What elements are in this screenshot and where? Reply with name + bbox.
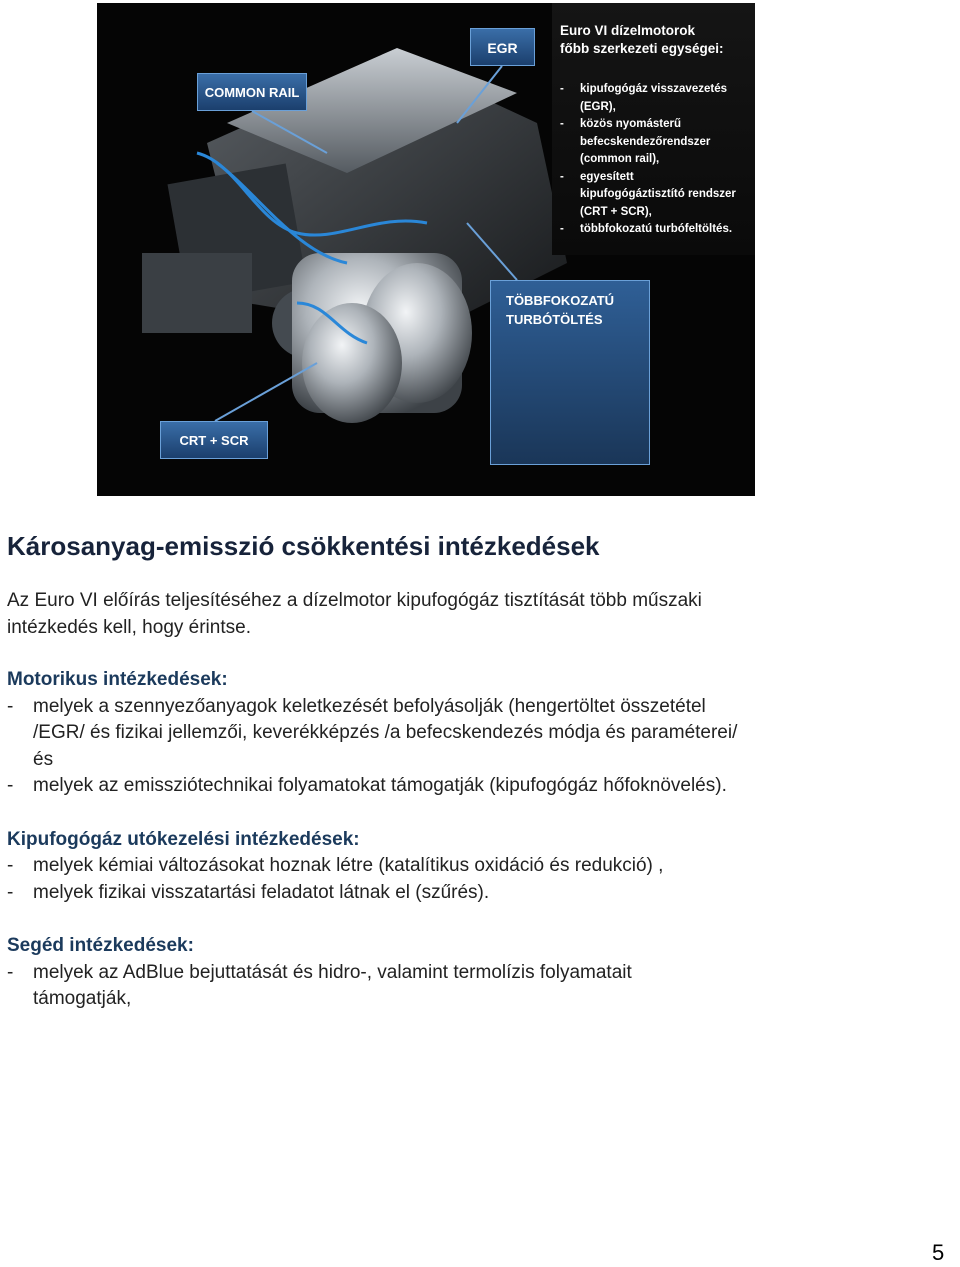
list-item	[7, 853, 947, 880]
list-item	[7, 880, 947, 907]
item-line: melyek fizikai visszatartási feladatot látnak el (szűrés).	[33, 881, 490, 903]
item-line: melyek a szennyezőanyagok keletkezését befolyásolják (hengertöltet összetétel	[33, 695, 706, 717]
intro-paragraph	[7, 588, 947, 641]
callout-turbo-label	[506, 291, 614, 329]
info-title	[560, 22, 724, 58]
item-line: melyek az emissziótechnikai folyamatokat támogatják (kipufogógáz hőfoknövelés).	[33, 775, 727, 796]
dash: -	[7, 855, 14, 876]
dash: -	[560, 83, 564, 95]
info-item	[560, 81, 736, 116]
intro-line: intézkedés kell, hogy érintse.	[7, 616, 251, 638]
list-item	[7, 960, 947, 1013]
dash: -	[7, 775, 14, 796]
info-item-line: közös nyomásterű	[580, 118, 681, 130]
item-line: /EGR/ és fizikai jellemzői, keverékképzés /a befecskendezés módja és paraméterei/	[33, 722, 738, 743]
info-panel	[552, 3, 755, 255]
list-item	[7, 694, 947, 774]
list-item	[7, 773, 947, 800]
dash: -	[7, 961, 14, 983]
info-title-line: Euro VI dízelmotorok	[560, 23, 696, 38]
info-item-line: egyesített	[580, 170, 634, 183]
callout-turbo	[490, 280, 650, 465]
item-line: melyek kémiai változásokat hoznak létre (katalítikus oxidáció és redukció) ,	[33, 855, 664, 876]
section-motorikus	[7, 667, 947, 800]
document-body	[7, 528, 947, 1040]
callout-turbo-line: TÖBBFOKOZATÚ	[506, 293, 615, 308]
dash: -	[7, 881, 14, 903]
section-title: Segéd intézkedések:	[7, 935, 194, 956]
info-item	[560, 116, 736, 169]
page-title: Károsanyag-emisszió csökkentési intézkedések	[7, 531, 600, 561]
section-utokezelesi	[7, 827, 947, 907]
intro-line: Az Euro VI előírás teljesítéséhez a dízelmotor kipufogógáz tisztítását több műszaki	[7, 590, 702, 611]
dash: -	[560, 170, 564, 183]
section-title: Motorikus intézkedések:	[7, 669, 228, 690]
info-item-line: kipufogógáz visszavezetés	[580, 83, 727, 95]
info-item-line: (common rail),	[580, 153, 660, 165]
dash: -	[7, 695, 14, 717]
callout-egr: EGR	[470, 28, 535, 66]
callout-crt-scr: CRT + SCR	[160, 421, 268, 459]
callout-common-rail: COMMON RAIL	[197, 73, 307, 111]
info-item-line: (EGR),	[580, 100, 616, 113]
info-item-line: kipufogógáztisztító rendszer	[580, 188, 736, 200]
section-seged	[7, 933, 947, 1013]
info-item-line: befecskendezőrendszer	[580, 135, 711, 148]
info-item-line: többfokozatú turbófeltöltés.	[580, 223, 733, 235]
info-title-line: főbb szerkezeti egységei:	[560, 41, 724, 56]
info-item-line: (CRT + SCR),	[580, 205, 652, 218]
item-line: és	[33, 748, 54, 770]
item-line: melyek az AdBlue bejuttatását és hidro-, valamint termolízis folyamatait	[33, 961, 632, 983]
section-title: Kipufogógáz utókezelési intézkedések:	[7, 828, 360, 850]
callout-turbo-line: TURBÓTÖLTÉS	[506, 312, 603, 327]
info-item	[560, 169, 736, 222]
page-number: 5	[932, 1240, 945, 1265]
engine-figure	[97, 3, 755, 496]
info-item	[560, 221, 736, 239]
info-list	[560, 81, 736, 239]
item-line: támogatják,	[33, 988, 132, 1009]
dash: -	[560, 223, 564, 235]
dash: -	[560, 118, 564, 130]
